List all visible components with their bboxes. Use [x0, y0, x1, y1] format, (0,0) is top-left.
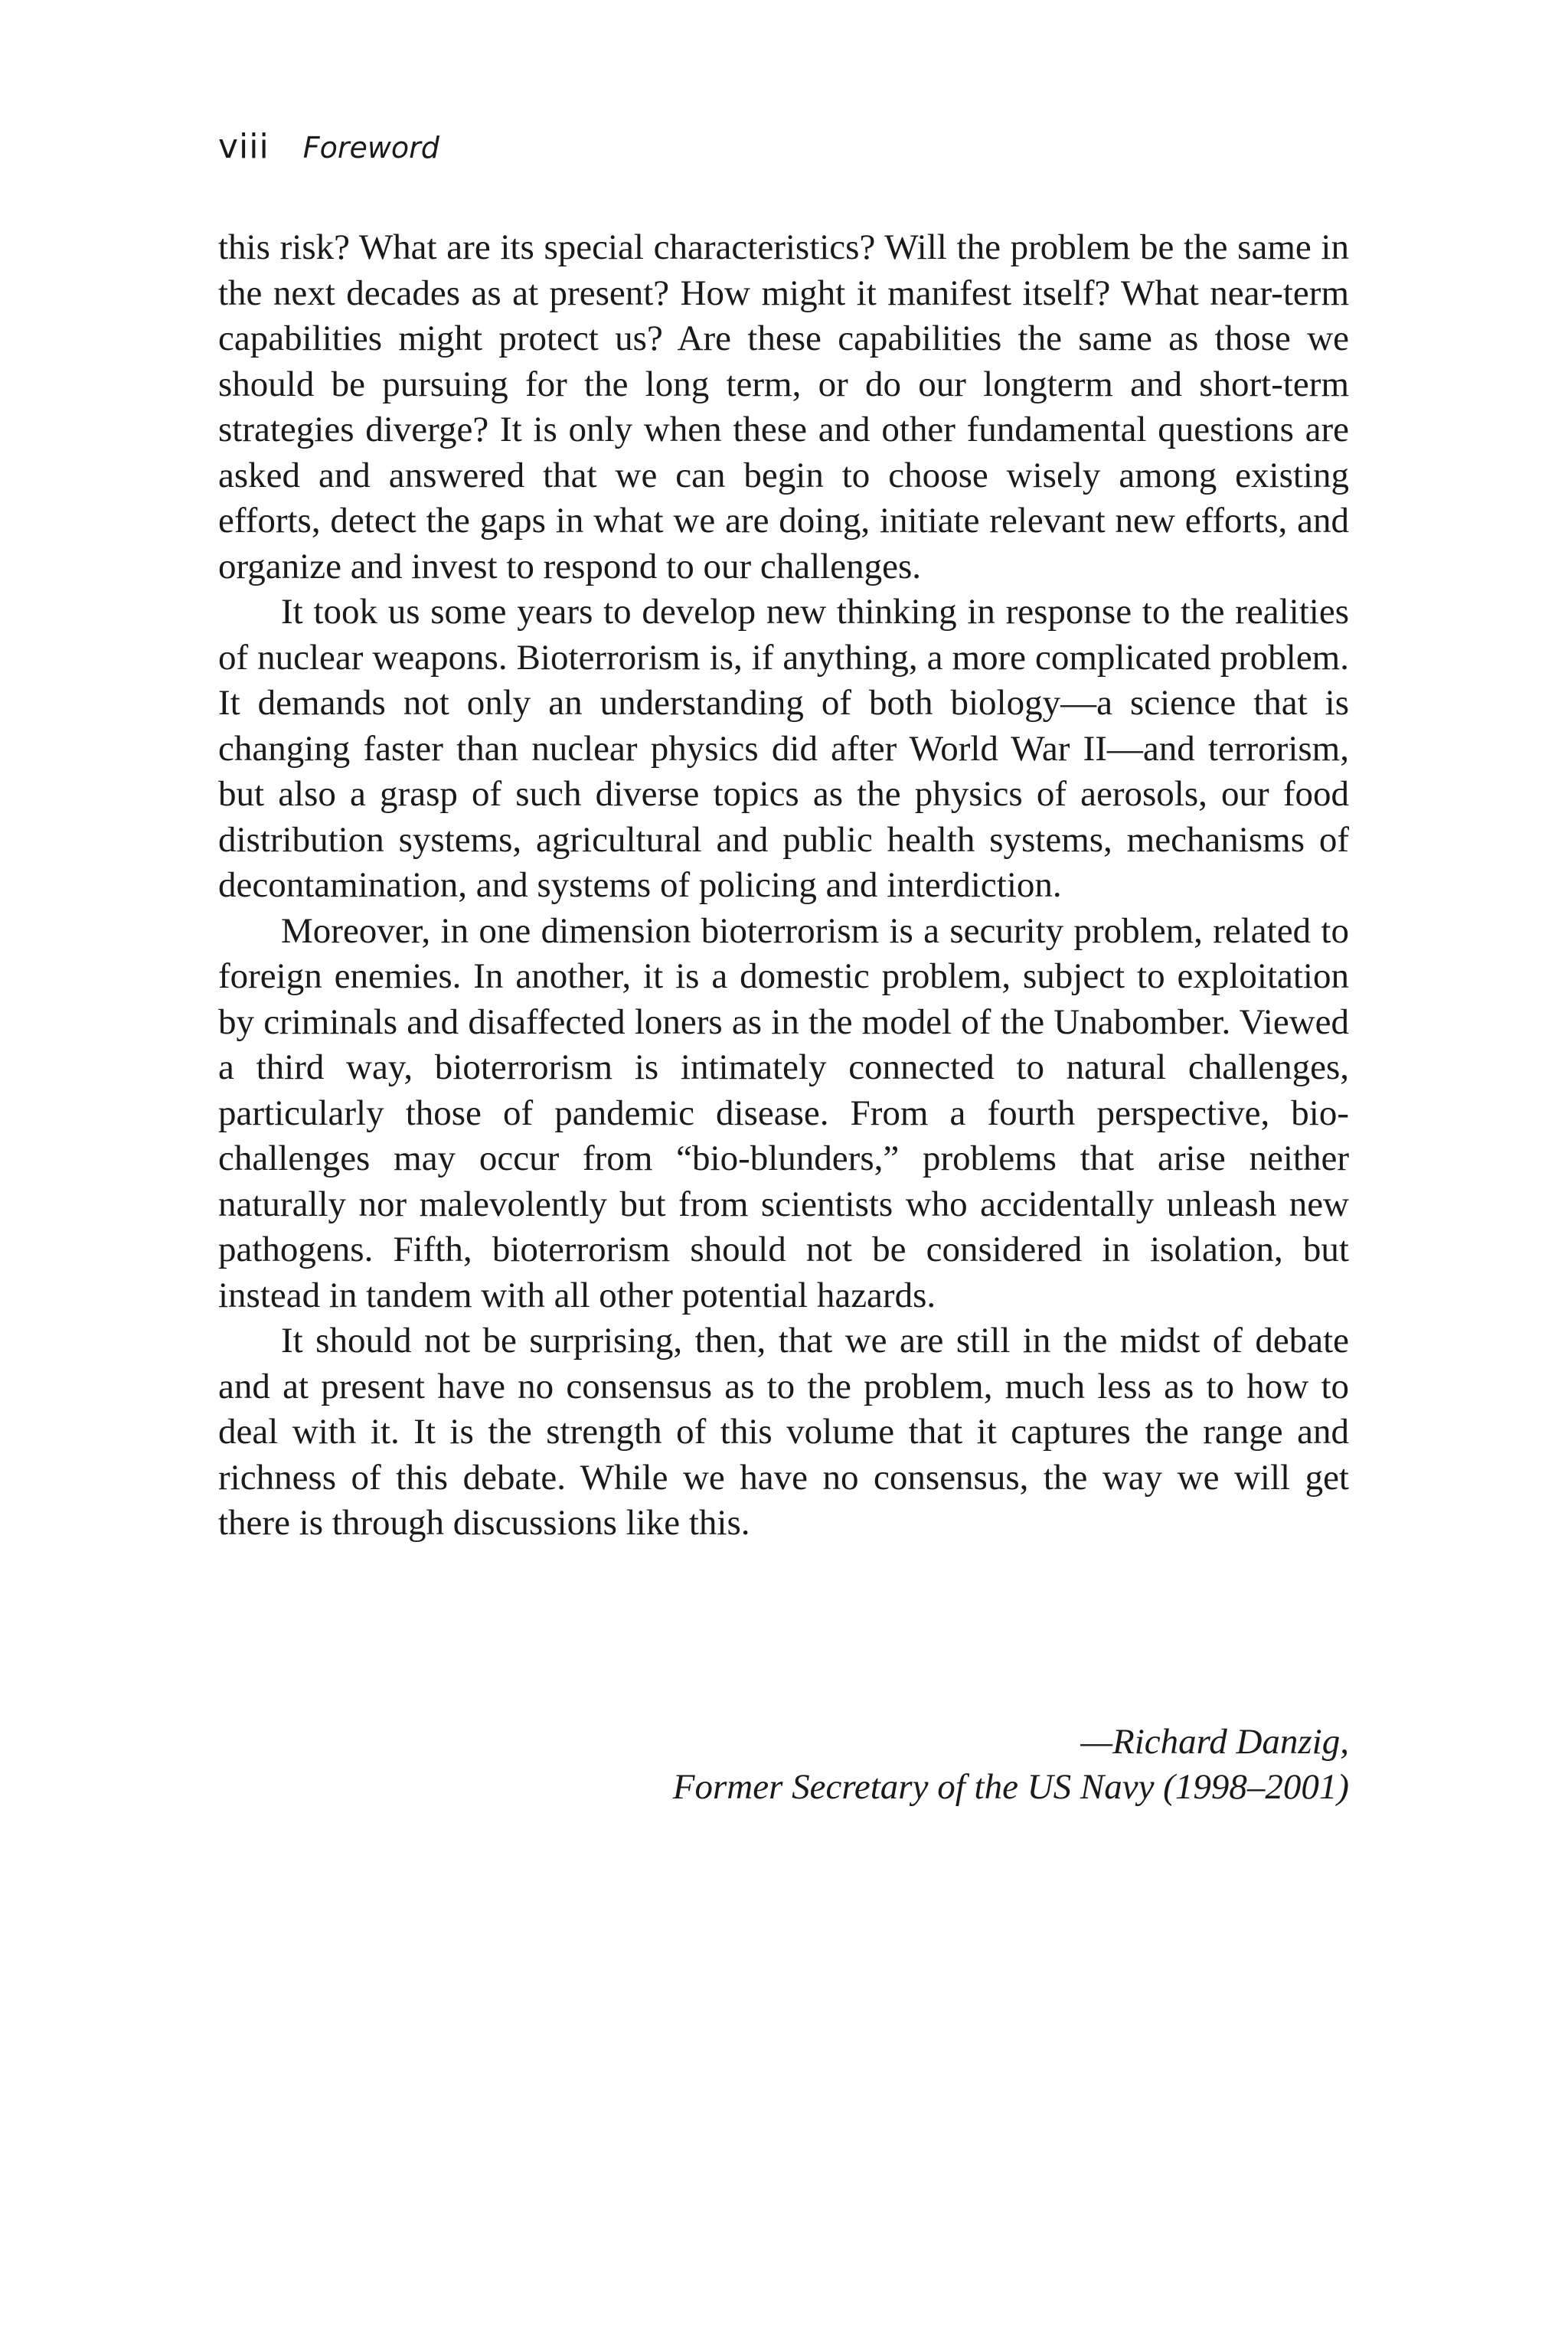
signature-title: Former Secretary of the US Navy (1998–2001) [672, 1767, 1349, 1807]
signature-name: —Richard Danzig, [1080, 1722, 1349, 1762]
paragraph: It took us some years to develop new thinking in response to the realities of nuclear weapons. Bioterrorism is, if anything, a more complicated problem. It demands not only an understanding of both biology—a science that is changing faster than nuclear physics did after World War II—and terrorism, but also a grasp of such diverse topics as the physics of aerosols, our food distribution systems, agricultural and public health systems, mechanisms of decontamination, and systems of policing and interdiction. [218, 592, 1349, 905]
signature-block [218, 1720, 1349, 1810]
body-text [218, 225, 1349, 1547]
page-number: viii [218, 127, 270, 166]
paragraph-continuation: this risk? What are its special characteristics? Will the problem be the same in the next decades as at present? How might it manifest itself? What near-term capabilities might protect us? Are these capabilities the same as those we should be pursuing for the long term, or do our longterm and short-term strategies diverge? It is only when these and other fundamental questions are asked and answered that we can begin to choose wisely among existing efforts, detect the gaps in what we are doing, initiate relevant new efforts, and organize and invest to respond to our challenges. [218, 227, 1349, 586]
section-title: Foreword [302, 131, 439, 165]
running-head [218, 127, 439, 166]
paragraph: Moreover, in one dimension bioterrorism is a security problem, related to foreign enemies. In another, it is a domestic problem, subject to exploitation by criminals and disaffected loners as in the model of the Unabomber. Viewed a third way, bioterrorism is intimately connected to natural challenges, particularly those of pandemic disease. From a fourth perspective, bio-challenges may occur from “bio-blunders,” problems that arise neither naturally nor malevolently but from scientists who accidentally unleash new pathogens. Fifth, bioterrorism should not be considered in isolation, but instead in tandem with all other potential hazards. [218, 910, 1349, 1315]
paragraph: It should not be surprising, then, that we are still in the midst of debate and at present have no consensus as to the problem, much less as to how to deal with it. It is the strength of this volume that it captures the range and richness of this debate. While we have no consensus, the way we will get there is through discussions like this. [218, 1321, 1349, 1543]
